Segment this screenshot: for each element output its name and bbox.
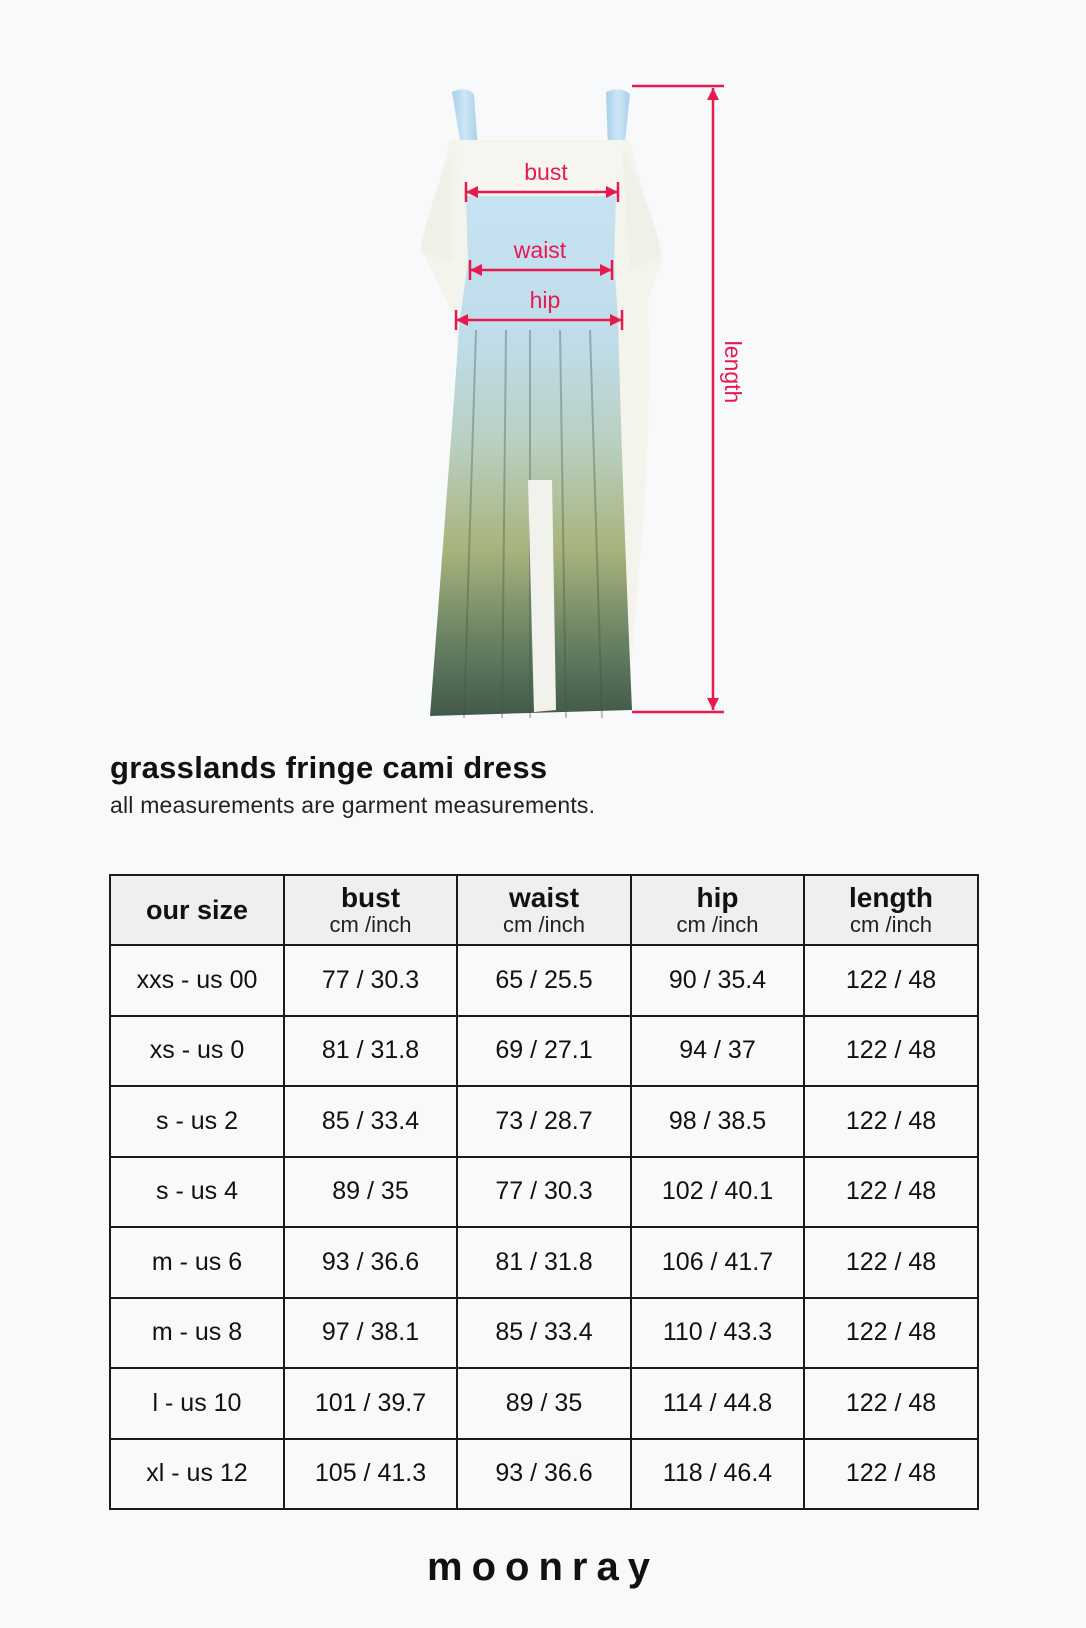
hip-cell: 98 / 38.5 bbox=[631, 1086, 804, 1157]
waist-cell: 65 / 25.5 bbox=[457, 945, 631, 1016]
table-row bbox=[110, 1368, 978, 1439]
left-flap bbox=[420, 152, 452, 262]
header-bust: bust cm /inch bbox=[284, 875, 457, 945]
table-row bbox=[110, 1086, 978, 1157]
header-hip: hip cm /inch bbox=[631, 875, 804, 945]
hip-cell: 114 / 44.8 bbox=[631, 1368, 804, 1439]
waist-cell: 77 / 30.3 bbox=[457, 1157, 631, 1228]
waist-cell: 69 / 27.1 bbox=[457, 1016, 631, 1087]
table-row bbox=[110, 1439, 978, 1510]
size-cell: m - us 6 bbox=[110, 1227, 284, 1298]
bust-cell: 101 / 39.7 bbox=[284, 1368, 457, 1439]
hip-cell: 90 / 35.4 bbox=[631, 945, 804, 1016]
length-cell: 122 / 48 bbox=[804, 945, 978, 1016]
length-cell: 122 / 48 bbox=[804, 1298, 978, 1369]
waist-label: waist bbox=[513, 237, 567, 263]
waist-cell: 73 / 28.7 bbox=[457, 1086, 631, 1157]
header-our-size: our size bbox=[110, 875, 284, 945]
product-title: grasslands fringe cami dress bbox=[110, 750, 548, 785]
size-cell: xs - us 0 bbox=[110, 1016, 284, 1087]
table-row bbox=[110, 1157, 978, 1228]
hip-label: hip bbox=[529, 287, 561, 313]
size-cell: m - us 8 bbox=[110, 1298, 284, 1369]
length-cell: 122 / 48 bbox=[804, 1086, 978, 1157]
bust-cell: 93 / 36.6 bbox=[284, 1227, 457, 1298]
length-label: length bbox=[720, 340, 746, 404]
table-row bbox=[110, 1016, 978, 1087]
dress-measurement-diagram bbox=[0, 0, 1086, 760]
table-row bbox=[110, 945, 978, 1016]
size-cell: l - us 10 bbox=[110, 1368, 284, 1439]
header-length: length cm /inch bbox=[804, 875, 978, 945]
bust-cell: 81 / 31.8 bbox=[284, 1016, 457, 1087]
length-cell: 122 / 48 bbox=[804, 1016, 978, 1087]
product-subtitle: all measurements are garment measurements. bbox=[110, 792, 596, 818]
bust-cell: 97 / 38.1 bbox=[284, 1298, 457, 1369]
dress-illustration bbox=[0, 0, 1086, 760]
bust-cell: 85 / 33.4 bbox=[284, 1086, 457, 1157]
size-chart-table bbox=[109, 874, 979, 1510]
table-row bbox=[110, 1227, 978, 1298]
hip-cell: 102 / 40.1 bbox=[631, 1157, 804, 1228]
size-cell: xl - us 12 bbox=[110, 1439, 284, 1510]
bust-cell: 89 / 35 bbox=[284, 1157, 457, 1228]
header-waist: waist cm /inch bbox=[457, 875, 631, 945]
hip-cell: 110 / 43.3 bbox=[631, 1298, 804, 1369]
bust-label: bust bbox=[524, 159, 568, 185]
waist-cell: 85 / 33.4 bbox=[457, 1298, 631, 1369]
waist-cell: 93 / 36.6 bbox=[457, 1439, 631, 1510]
hip-cell: 94 / 37 bbox=[631, 1016, 804, 1087]
length-cell: 122 / 48 bbox=[804, 1157, 978, 1228]
size-cell: xxs - us 00 bbox=[110, 945, 284, 1016]
size-cell: s - us 2 bbox=[110, 1086, 284, 1157]
length-cell: 122 / 48 bbox=[804, 1439, 978, 1510]
hip-cell: 106 / 41.7 bbox=[631, 1227, 804, 1298]
brand-wordmark: moonray bbox=[427, 1545, 659, 1589]
size-cell: s - us 4 bbox=[110, 1157, 284, 1228]
bust-cell: 77 / 30.3 bbox=[284, 945, 457, 1016]
bust-cell: 105 / 41.3 bbox=[284, 1439, 457, 1510]
hip-cell: 118 / 46.4 bbox=[631, 1439, 804, 1510]
table-header-row bbox=[110, 875, 978, 945]
waist-cell: 81 / 31.8 bbox=[457, 1227, 631, 1298]
length-cell: 122 / 48 bbox=[804, 1227, 978, 1298]
length-cell: 122 / 48 bbox=[804, 1368, 978, 1439]
waist-cell: 89 / 35 bbox=[457, 1368, 631, 1439]
table-row bbox=[110, 1298, 978, 1369]
